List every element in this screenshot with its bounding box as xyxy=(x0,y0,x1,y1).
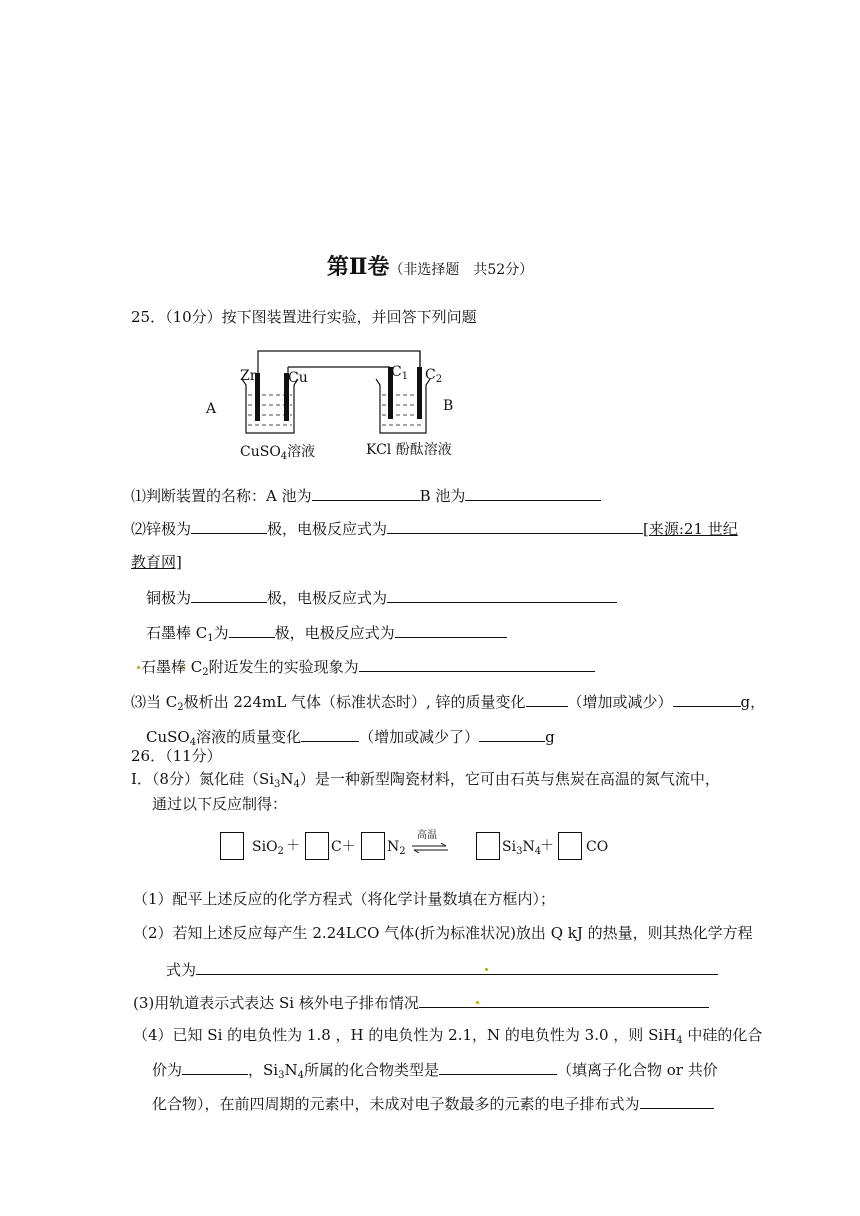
label-c2: $C_2$ xyxy=(425,367,443,385)
formula-n2: $N_2$ xyxy=(387,839,406,857)
label-cu: Cu xyxy=(288,370,308,386)
blank-zn-pole[interactable] xyxy=(191,517,267,534)
q25-part3-cuso4: CuSO$_4$溶液的质量变化 （增加或减少了） g xyxy=(146,725,555,747)
label-b: B xyxy=(443,398,454,414)
blank-b-pool[interactable] xyxy=(465,484,601,501)
plus-2: ＋ xyxy=(540,838,554,854)
blank-thermo-equation[interactable] xyxy=(196,958,718,975)
label-cuso4-solution: CuSO$_4$溶液 xyxy=(240,444,316,462)
blank-a-pool[interactable] xyxy=(312,484,420,501)
q26-sub4-line1: （4）已知 Si 的电负性为 1.8 ，H 的电负性为 2.1，N 的电负性为 3.0 ，则 SiH$_4$ 中硅的化合 xyxy=(133,1026,763,1046)
q26-sub2: （2）若知上述反应每产生 2.24LCO 气体(折为标准状况)放出 Q kJ 的热量，则其热化学方程 xyxy=(133,924,753,942)
label-c1: $C_1$ xyxy=(391,364,409,382)
c2-electrode xyxy=(417,367,422,419)
blank-orbital-diagram[interactable] xyxy=(419,991,709,1008)
q26-i-line1: Ⅰ．（8分）氮化硅$(Si_3N_4)$是一种新型陶瓷材料，它可由石英与焦炭在高温的氮气流中， xyxy=(131,770,720,790)
blank-c2-phenomenon[interactable] xyxy=(359,655,595,672)
coef-box-co[interactable] xyxy=(558,832,582,860)
q26-sub4-line2: 价为 ，$Si_3N_4$所属的化合物类型是 （填离子化合物 or 共价 xyxy=(152,1058,718,1080)
coef-box-sio2[interactable] xyxy=(220,832,244,860)
formula-c: C＋ xyxy=(331,839,356,855)
formula-co: CO xyxy=(586,839,609,855)
blank-c1-equation[interactable] xyxy=(395,621,507,638)
q26-i-line2: 通过以下反应制得： xyxy=(152,795,288,813)
plus-1: ＋ xyxy=(286,838,300,854)
blank-cuso4-change[interactable] xyxy=(301,725,359,742)
coef-box-si3n4[interactable] xyxy=(476,832,500,860)
q26-sub2-cont: 式为 xyxy=(166,958,718,980)
blank-cuso4-mass[interactable] xyxy=(479,725,545,742)
label-a: A xyxy=(206,401,217,417)
formula-si3n4: $Si_3N_4$ xyxy=(502,839,542,857)
q26-sub1: （1）配平上述反应的化学方程式（将化学计量数填在方框内）； xyxy=(133,890,556,908)
blank-compound-type[interactable] xyxy=(439,1058,557,1075)
q25-c2: 石墨棒 $C_2$附近发生的实验现象为 xyxy=(141,655,595,677)
q25-c1: 石墨棒 $C_1$为 极，电极反应式为 xyxy=(146,621,507,643)
q26-sub4-line3: 化合物），在前四周期的元素中，未成对电子数最多的元素的电子排布式为 xyxy=(152,1092,714,1114)
q26-sub3: (3)用轨道表示式表达 Si 核外电子排布情况 xyxy=(133,991,709,1013)
section-title-main: 第Ⅱ卷 xyxy=(326,254,390,280)
blank-cu-equation[interactable] xyxy=(387,586,617,603)
q26-stem: 26．（11分） xyxy=(131,747,222,765)
condition-high-temp: 高温 xyxy=(417,830,437,841)
label-kcl-solution: KCl 酚酞溶液 xyxy=(366,442,452,458)
label-zn: Zn xyxy=(240,368,259,384)
blank-zn-equation[interactable] xyxy=(387,517,643,534)
q25-part1: ⑴判断装置的名称：A 池为 B 池为 xyxy=(131,484,601,506)
q25-copper: 铜极为 极，电极反应式为 xyxy=(146,586,617,608)
q25-part3: ⑶当 $C_2$极析出 224mL 气体（标准状态时）, 锌的质量变化 （增加或减少） g， xyxy=(131,690,765,712)
blank-electron-config[interactable] xyxy=(640,1092,714,1109)
reversible-arrow xyxy=(410,843,450,853)
section-title xyxy=(0,250,860,281)
blank-c1-pole[interactable] xyxy=(229,621,275,638)
q25-stem: 25．（10分）按下图装置进行实验，并回答下列问题 xyxy=(131,308,477,326)
formula-sio2: SiO$_2$ xyxy=(252,839,284,857)
blank-cu-pole[interactable] xyxy=(191,586,267,603)
q25-part2: ⑵锌极为 极，电极反应式为 [来源:21 世纪 xyxy=(131,517,738,539)
section-title-sub: （非选择题 共52分） xyxy=(389,262,534,278)
coef-box-n2[interactable] xyxy=(361,832,385,860)
blank-zn-change[interactable] xyxy=(526,690,568,707)
blank-zn-mass[interactable] xyxy=(673,690,741,707)
source-note: 教育网] xyxy=(131,553,182,571)
blank-si-valence[interactable] xyxy=(182,1058,248,1075)
coef-box-c[interactable] xyxy=(305,832,329,860)
